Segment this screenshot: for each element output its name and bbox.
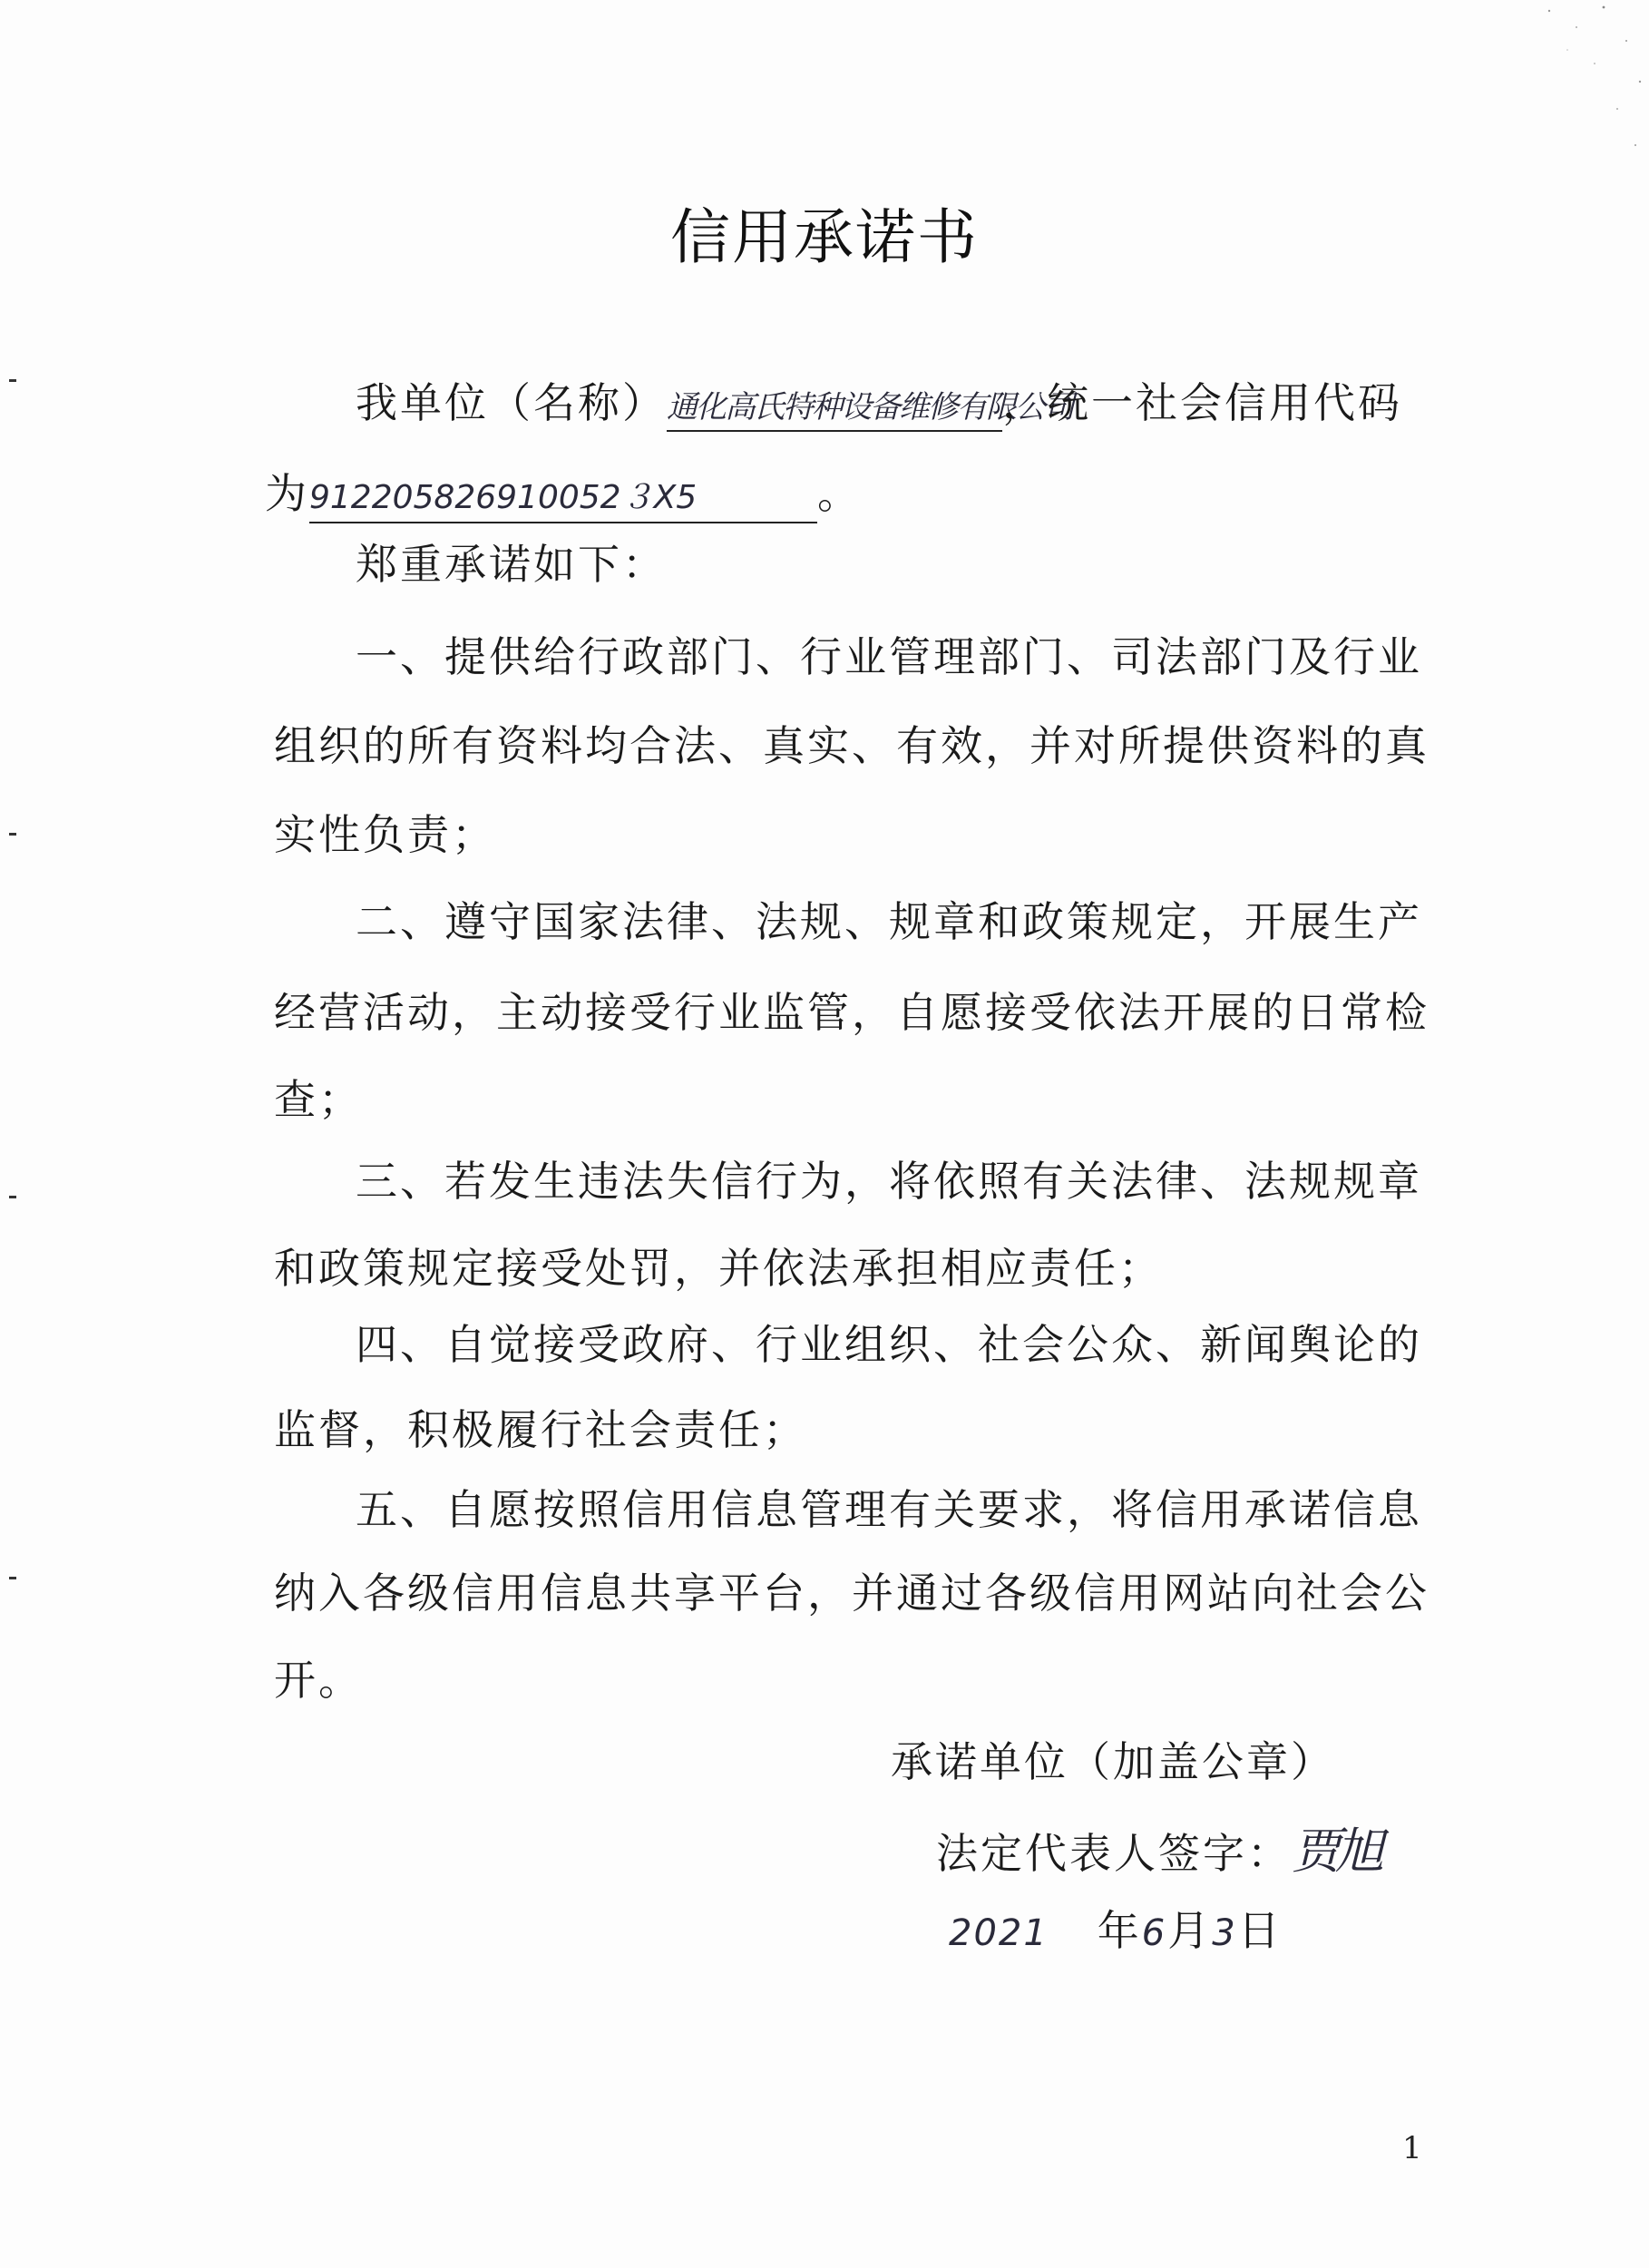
date-month-char: 月 [1167, 1906, 1213, 1955]
company-name-handwritten: 通化高氏特种设备维修有限公司 [667, 382, 1002, 432]
date-line [949, 1898, 1283, 1958]
clause-4-line-2: 监督，积极履行社会责任； [274, 1405, 807, 1454]
scan-edge-mark [9, 1196, 16, 1198]
clause-2-line-2: 经营活动，主动接受行业监管，自愿接受依法开展的日常检 [274, 988, 1429, 1037]
code-prefix: 为 [265, 469, 309, 518]
committing-unit-label: 承诺单位（加盖公章） [891, 1737, 1335, 1786]
clause-1-line-2: 组织的所有资料均合法、真实、有效，并对所提供资料的真 [274, 721, 1429, 770]
scan-edge-mark [9, 1577, 16, 1579]
date-day-char: 日 [1237, 1906, 1283, 1955]
clause-2-line-3: 查； [274, 1075, 363, 1124]
scan-edge-mark [9, 379, 16, 382]
clause-1-line-1: 一、提供给行政部门、行业管理部门、司法部门及行业 [356, 632, 1422, 681]
document-title: 信用承诺书 [670, 202, 979, 272]
scan-edge-mark [9, 833, 16, 836]
date-year-char: 年 [1097, 1906, 1142, 1955]
page-number: 1 [1402, 2130, 1422, 2166]
date-year: 2021 [949, 1912, 1049, 1954]
intro-line-1 [356, 370, 1402, 432]
clause-1-line-3: 实性负责； [274, 810, 496, 859]
intro-mid: ，统一社会信用代码 [1002, 378, 1402, 427]
lead-text: 郑重承诺如下： [356, 540, 667, 589]
intro-prefix: 我单位（名称） [356, 378, 667, 427]
credit-code-handwritten: 912205826910052３X5 [309, 472, 817, 523]
clause-5-line-3: 开。 [274, 1656, 363, 1705]
clause-5-line-2: 纳入各级信用信息共享平台，并通过各级信用网站向社会公 [274, 1569, 1429, 1618]
scan-noise [1540, 0, 1649, 181]
representative-label: 法定代表人签字： [936, 1829, 1292, 1878]
intro-line-2 [265, 461, 862, 523]
representative-line [936, 1813, 1379, 1882]
representative-signature: 贾旭 [1292, 1823, 1379, 1880]
clause-2-line-1: 二、遵守国家法律、法规、规章和政策规定，开展生产 [356, 897, 1422, 946]
clause-3-line-2: 和政策规定接受处罚，并依法承担相应责任； [274, 1244, 1163, 1293]
date-day: 3 [1212, 1912, 1238, 1954]
intro-end: 。 [817, 469, 862, 518]
date-month: 6 [1141, 1912, 1168, 1954]
clause-5-line-1: 五、自愿按照信用信息管理有关要求，将信用承诺信息 [356, 1485, 1422, 1534]
clause-4-line-1: 四、自觉接受政府、行业组织、社会公众、新闻舆论的 [356, 1320, 1422, 1369]
clause-3-line-1: 三、若发生违法失信行为，将依照有关法律、法规规章 [356, 1157, 1422, 1206]
